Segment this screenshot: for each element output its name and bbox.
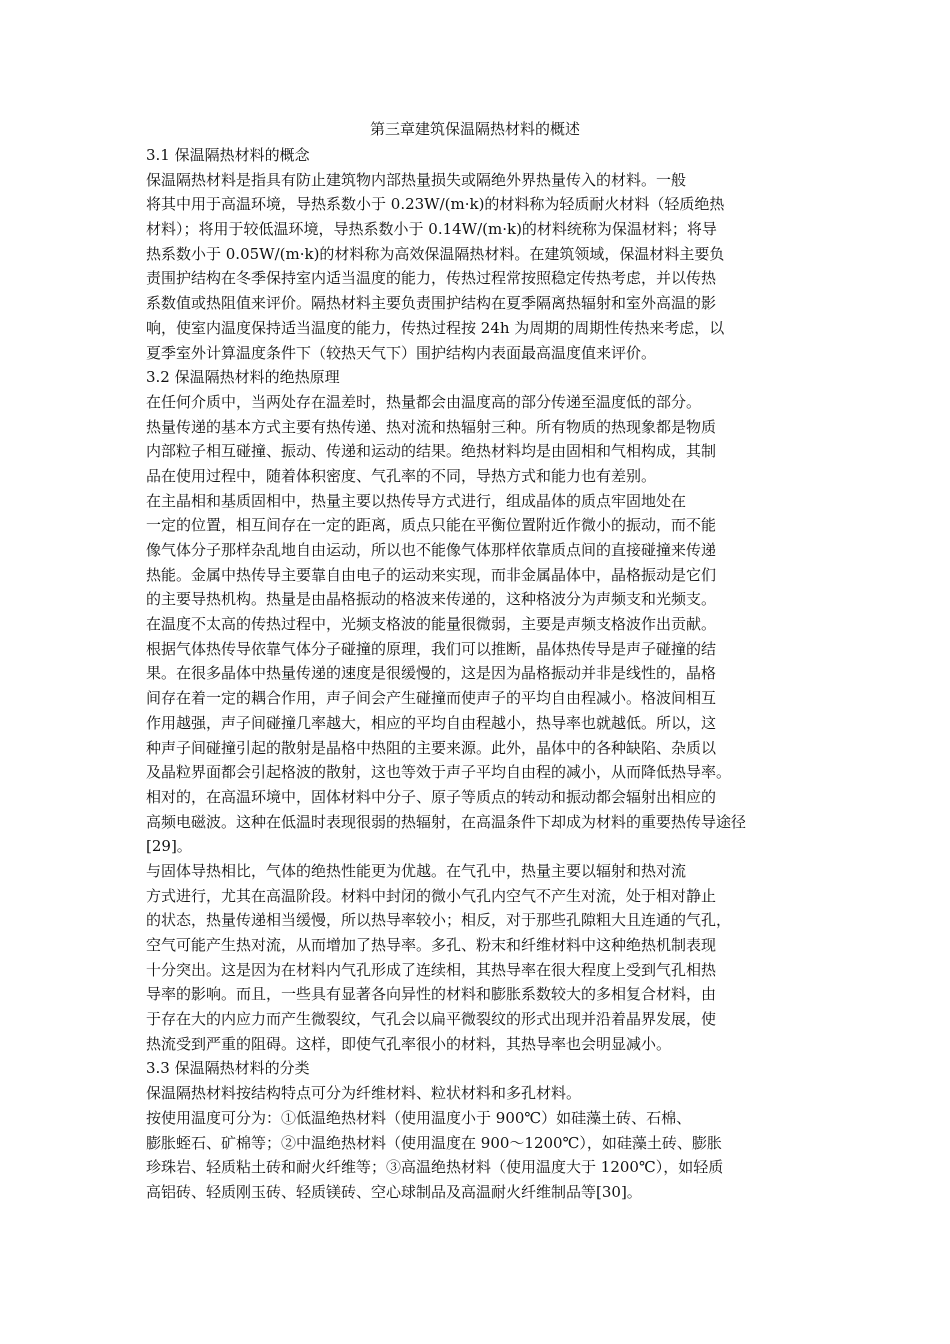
text-line: 材料）；将用于较低温环境，导热系数小于 0.14W/(m·k)的材料统称为保温材料；将导 — [146, 220, 717, 239]
text-line: 像气体分子那样杂乱地自由运动，所以也不能像气体那样依靠质点间的直接碰撞来传递 — [146, 541, 717, 559]
text-line: 方式进行，尤其在高温阶段。材料中封闭的微小气孔内空气不产生对流，处于相对静止 — [146, 886, 717, 905]
text-line: 3.2 保温隔热材料的绝热原理 — [146, 368, 340, 387]
text-line: 相对的，在高温环境中，固体材料中分子、原子等质点的转动和振动都会辐射出相应的 — [146, 787, 717, 806]
text-line: 保温隔热材料是指具有防止建筑物内部热量损失或隔绝外界热量传入的材料。一般 — [146, 170, 687, 189]
text-line: 果。在很多晶体中热量传递的速度是很缓慢的，这是因为晶格振动并非是线性的，晶格 — [146, 664, 717, 683]
text-line: 高频电磁波。这种在低温时表现很弱的热辐射，在高温条件下却成为材料的重要热传导途径 — [146, 812, 747, 831]
text-line: 热系数小于 0.05W/(m·k)的材料称为高效保温隔热材料。在建筑领域，保温材料主要负 — [146, 244, 725, 263]
text-line: 高铝砖、轻质刚玉砖、轻质镁砖、空心球制品及高温耐火纤维制品等[30]。 — [146, 1182, 642, 1201]
text-line: 的主要导热机构。热量是由晶格振动的格波来传递的，这种格波分为声频支和光频支。 — [146, 590, 717, 609]
text-line: 及晶粒界面都会引起格波的散射，这也等效于声子平均自由程的减小，从而降低热导率。 — [146, 763, 732, 782]
document-body — [146, 143, 811, 1205]
text-line: 空气可能产生热对流，从而增加了热导率。多孔、粉末和纤维材料中这种绝热机制表现 — [146, 936, 717, 954]
text-line: 按使用温度可分为：①低温绝热材料（使用温度小于 900℃）如硅藻土砖、石棉、 — [146, 1108, 692, 1127]
chapter-title: 第三章建筑保温隔热材料的概述 — [369, 120, 580, 138]
text-line: 十分突出。这是因为在材料内气孔形成了连续相，其热导率在很大程度上受到气孔相热 — [146, 960, 717, 979]
text-line: 品在使用过程中，随着体积密度、气孔率的不同，导热方式和能力也有差别。 — [146, 466, 657, 485]
text-line: 热流受到严重的阻碍。这样，即使气孔率很小的材料，其热导率也会明显减小。 — [146, 1034, 672, 1053]
text-line: 一定的位置，相互间存在一定的距离，质点只能在平衡位置附近作微小的振动，而不能 — [146, 516, 717, 535]
text-line: 膨胀蛭石、矿棉等；②中温绝热材料（使用温度在 900～1200℃），如硅藻土砖、膨胀 — [146, 1133, 722, 1152]
text-line: 导率的影响。而且，一些具有显著各向异性的材料和膨胀系数较大的多相复合材料，由 — [146, 985, 717, 1004]
text-line: 热能。金属中热传导主要靠自由电子的运动来实现，而非金属晶体中，晶格振动是它们 — [146, 565, 717, 584]
text-line: 种声子间碰撞引起的散射是晶格中热阻的主要来源。此外，晶体中的各种缺陷、杂质以 — [146, 738, 717, 757]
text-line: 的状态，热量传递相当缓慢，所以热导率较小；相反，对于那些孔隙粗大且连通的气孔， — [146, 911, 732, 930]
text-line: 3.1 保温隔热材料的概念 — [146, 146, 310, 164]
text-line: 与固体导热相比，气体的绝热性能更为优越。在气孔中，热量主要以辐射和热对流 — [146, 861, 687, 880]
text-line: 在主晶相和基质固相中，热量主要以热传导方式进行，组成晶体的质点牢固地处在 — [146, 491, 687, 510]
text-line: 响，使室内温度保持适当温度的能力，传热过程按 24h 为周期的周期性传热来考虑，以 — [146, 318, 725, 337]
text-line: 作用越强，声子间碰撞几率越大，相应的平均自由程越小，热导率也就越低。所以，这 — [146, 713, 717, 732]
text-line: 间存在着一定的耦合作用，声子间会产生碰撞而使声子的平均自由程减小。格波间相互 — [146, 689, 717, 708]
text-line: 珍珠岩、轻质粘土砖和耐火纤维等；③高温绝热材料（使用温度大于 1200℃），如轻质 — [146, 1158, 724, 1177]
text-line: 在任何介质中，当两处存在温差时，热量都会由温度高的部分传递至温度低的部分。 — [146, 392, 702, 411]
text-line: 保温隔热材料按结构特点可分为纤维材料、粒状材料和多孔材料。 — [146, 1084, 582, 1103]
text-line: 系数值或热阻值来评价。隔热材料主要负责围护结构在夏季隔离热辐射和室外高温的影 — [146, 294, 717, 313]
text-line: 夏季室外计算温度条件下（较热天气下）围护结构内表面最高温度值来评价。 — [146, 343, 657, 362]
text-line: 将其中用于高温环境，导热系数小于 0.23W/(m·k)的材料称为轻质耐火材料（轻质绝热 — [146, 195, 725, 214]
text-line: 责围护结构在冬季保持室内适当温度的能力，传热过程常按照稳定传热考虑，并以传热 — [146, 269, 717, 288]
text-line: [29]。 — [146, 837, 192, 856]
text-line: 根据气体热传导依靠气体分子碰撞的原理，我们可以推断，晶体热传导是声子碰撞的结 — [146, 639, 717, 658]
text-line: 在温度不太高的传热过程中，光频支格波的能量很微弱，主要是声频支格波作出贡献。 — [146, 615, 717, 634]
text-line: 热量传递的基本方式主要有热传递、热对流和热辐射三种。所有物质的热现象都是物质 — [146, 417, 717, 436]
text-line: 3.3 保温隔热材料的分类 — [146, 1059, 310, 1078]
text-line: 于存在大的内应力而产生微裂纹，气孔会以扁平微裂纹的形式出现并沿着晶界发展，使 — [146, 1010, 717, 1029]
text-line: 内部粒子相互碰撞、振动、传递和运动的结果。绝热材料均是由固相和气相构成，其制 — [146, 442, 717, 461]
